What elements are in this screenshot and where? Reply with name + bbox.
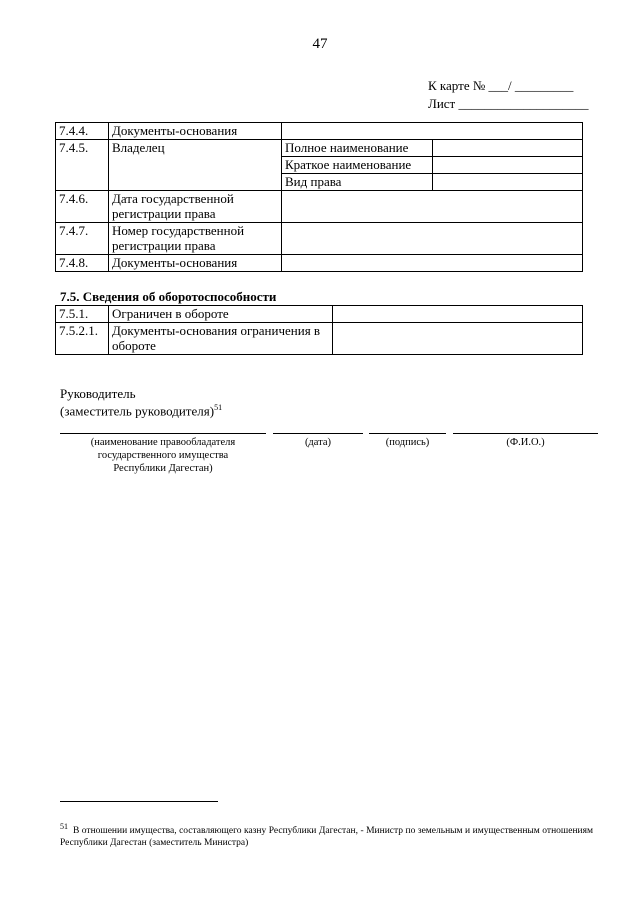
subrow-label: Вид права — [282, 174, 433, 191]
row-number: 7.4.4. — [56, 123, 109, 140]
row-label: Владелец — [109, 140, 282, 191]
table-row — [56, 191, 583, 223]
value-cell — [282, 223, 583, 255]
table-row — [56, 223, 583, 255]
row-number: 7.4.5. — [56, 140, 109, 191]
footnote-number: 51 — [60, 822, 68, 831]
signature-caption: (подпись) — [385, 437, 430, 448]
table-row — [56, 323, 583, 355]
row-label: Дата государственной регистрации права — [109, 191, 282, 223]
section-title: 7.5. Сведения об оборотоспособности — [60, 289, 277, 304]
table-row — [56, 306, 583, 323]
row-number: 7.4.8. — [56, 255, 109, 272]
ownership-table — [55, 122, 583, 272]
subrow-label: Краткое наименование — [282, 157, 433, 174]
value-cell — [282, 255, 583, 272]
value-cell — [433, 174, 583, 191]
row-label: Номер государственной регистрации права — [109, 223, 282, 255]
turnover-table — [55, 305, 583, 355]
signature-line — [369, 433, 446, 434]
row-number: 7.5.2.1. — [56, 323, 109, 355]
footnote-separator — [60, 801, 218, 802]
table-row — [56, 140, 583, 157]
name-signature-line — [60, 433, 266, 434]
row-number: 7.5.1. — [56, 306, 109, 323]
fio-caption: (Ф.И.О.) — [506, 437, 545, 448]
head-title: Руководитель — [60, 386, 136, 401]
footnote-text: В отношении имущества, составляющего казну Республики Дагестан, - Министр по земельным и имущественным отношениям Республики Дагестан (заместитель Министра) — [60, 826, 593, 849]
fio-signature-line — [453, 433, 598, 434]
subrow-label: Полное наименование — [282, 140, 433, 157]
row-label: Ограничен в обороте — [109, 306, 333, 323]
footnote — [60, 821, 593, 849]
sheet-label: Лист ____________________ — [428, 96, 589, 111]
row-label: Документы-основания — [109, 123, 282, 140]
table-row — [56, 255, 583, 272]
table-row — [56, 123, 583, 140]
date-signature-line — [273, 433, 363, 434]
row-label: Документы-основания — [109, 255, 282, 272]
page-number: 47 — [312, 36, 328, 52]
value-cell — [333, 306, 583, 323]
value-cell — [433, 140, 583, 157]
row-label: Документы-основания ограничения в обороте — [109, 323, 333, 355]
footnote-ref: 51 — [214, 403, 223, 412]
row-number: 7.4.6. — [56, 191, 109, 223]
value-cell — [282, 191, 583, 223]
card-number-label: К карте № ___/ _________ — [428, 78, 574, 93]
row-number: 7.4.7. — [56, 223, 109, 255]
date-caption: (дата) — [304, 437, 332, 448]
value-cell — [333, 323, 583, 355]
deputy-label: (заместитель руководителя)$^{51}$ — [60, 403, 223, 419]
value-cell — [282, 123, 583, 140]
value-cell — [433, 157, 583, 174]
name-caption: (наименование правообладателя государственного имущества Республики Дагестан) — [90, 437, 236, 474]
